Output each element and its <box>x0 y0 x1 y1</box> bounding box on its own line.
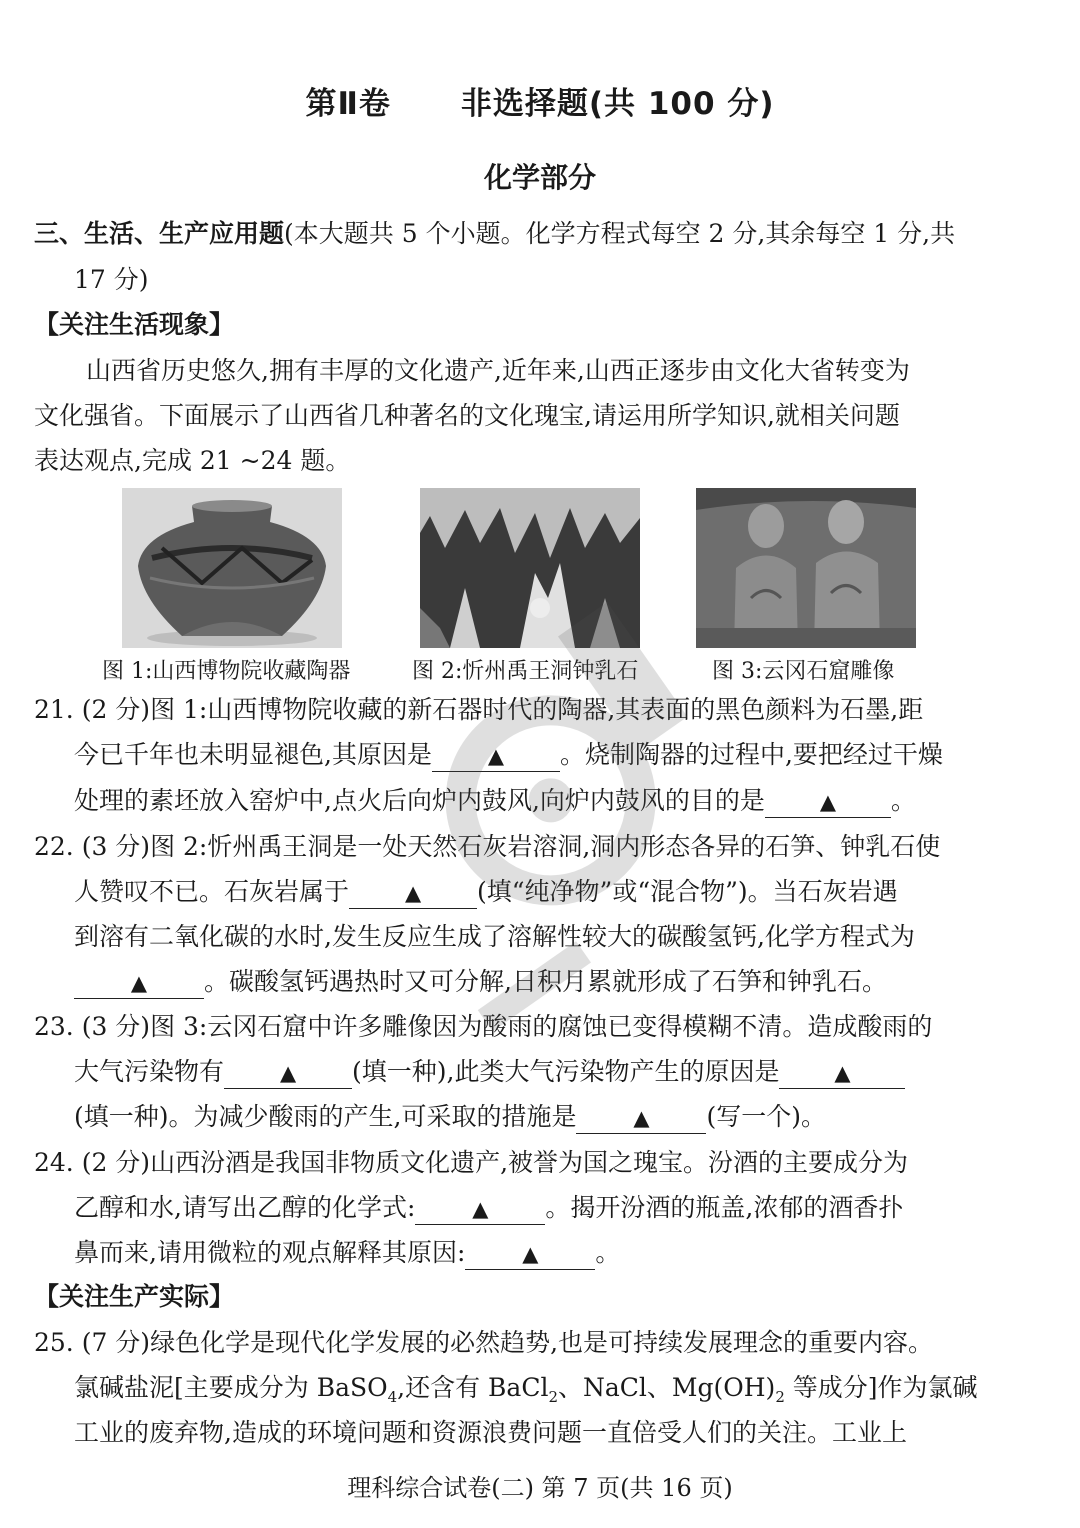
question-22-line: 到溶有二氧化碳的水时,发生反应生成了溶解性较大的碳酸氢钙,化学方程式为 <box>74 922 915 951</box>
question-text: (写一个)。 <box>706 1102 826 1131</box>
answer-blank[interactable]: ▲ <box>224 1060 352 1089</box>
answer-blank[interactable]: ▲ <box>465 1241 595 1270</box>
answer-blank[interactable]: ▲ <box>576 1105 706 1134</box>
question-text: (填一种)。为减少酸雨的产生,可采取的措施是 <box>74 1102 577 1131</box>
page-footer: 理科综合试卷(二) 第 7 页(共 16 页) <box>347 1474 733 1502</box>
answer-blank[interactable]: ▲ <box>74 970 204 999</box>
question-text: 乙醇和水,请写出乙醇的化学式: <box>74 1193 416 1222</box>
question-text: 今已千年也未明显褪色,其原因是 <box>74 740 432 769</box>
intro-paragraph-line: 山西省历史悠久,拥有丰厚的文化遗产,近年来,山西正逐步由文化大省转变为 <box>86 356 910 385</box>
grotto-statue-photo <box>696 488 916 648</box>
question-text: (填“纯净物”或“混合物”)。当石灰岩遇 <box>477 877 898 906</box>
answer-blank[interactable]: ▲ <box>432 743 560 772</box>
question-25-line: 25. (7 分)绿色化学是现代化学发展的必然趋势,也是可持续发展理念的重要内容。 <box>34 1328 934 1357</box>
section-label: 非选择题(共 100 分) <box>460 86 775 122</box>
question-text: 。 <box>890 786 916 815</box>
section-heading-label: 三、生活、生产应用题 <box>34 219 285 248</box>
question-text: 。碳酸氢钙遇热时又可分解,日积月累就形成了石笋和钟乳石。 <box>204 967 887 996</box>
stalactite-cave-photo <box>420 488 640 648</box>
pottery-jar-photo <box>122 488 342 648</box>
subscript: 4 <box>387 1388 398 1406</box>
question-23-line: 23. (3 分)图 3:云冈石窟中许多雕像因为酸雨的腐蚀已变得模糊不清。造成酸雨的 <box>34 1012 933 1041</box>
question-24-line <box>74 1238 620 1270</box>
question-text: 人赞叹不已。石灰岩属于 <box>74 877 350 906</box>
question-23-line <box>74 1057 905 1089</box>
question-text: 鼻而来,请用微粒的观点解释其原因: <box>74 1238 466 1267</box>
question-24-line: 24. (2 分)山西汾酒是我国非物质文化遗产,被誉为国之瑰宝。汾酒的主要成分为 <box>34 1148 909 1177</box>
question-text: 。 <box>595 1238 621 1267</box>
question-text: 、NaCl、Mg(OH) <box>558 1373 776 1402</box>
answer-blank[interactable]: ▲ <box>765 789 891 818</box>
figure-caption: 图 1:山西博物院收藏陶器 <box>102 659 351 684</box>
answer-blank[interactable]: ▲ <box>349 880 477 909</box>
question-text: ,还含有 BaCl <box>397 1373 549 1402</box>
section-heading <box>34 219 955 249</box>
question-22-line <box>74 967 887 999</box>
section-heading-note: (本大题共 5 个小题。化学方程式每空 2 分,其余每空 1 分,共 <box>284 219 956 248</box>
subscript: 2 <box>775 1388 785 1406</box>
question-22-line: 22. (3 分)图 2:忻州禹王洞是一处天然石灰岩溶洞,洞内形态各异的石笋、钟乳石使 <box>34 832 941 861</box>
volume-label: 第Ⅱ卷 <box>305 86 391 122</box>
question-21-line: 21. (2 分)图 1:山西博物院收藏的新石器时代的陶器,其表面的黑色颜料为石墨,距 <box>34 695 924 724</box>
question-21-line <box>74 740 943 772</box>
answer-blank[interactable]: ▲ <box>779 1060 905 1089</box>
intro-paragraph-line: 文化强省。下面展示了山西省几种著名的文化瑰宝,请运用所学知识,就相关问题 <box>34 401 900 430</box>
question-text: 处理的素坯放入窑炉中,点火后向炉内鼓风,向炉内鼓风的目的是 <box>74 786 765 815</box>
production-heading: 【关注生产实际】 <box>34 1282 235 1311</box>
question-text: 。烧制陶器的过程中,要把经过干燥 <box>559 740 943 769</box>
subscript: 2 <box>548 1388 558 1406</box>
question-24-line <box>74 1193 903 1225</box>
question-22-line <box>74 877 898 909</box>
question-25-line: 工业的废弃物,造成的环境问题和资源浪费问题一直倍受人们的关注。工业上 <box>74 1418 907 1447</box>
subject-title: 化学部分 <box>483 161 596 194</box>
answer-blank[interactable]: ▲ <box>415 1196 545 1225</box>
question-text: 大气污染物有 <box>74 1057 225 1086</box>
question-25-line <box>74 1373 978 1412</box>
question-21-line <box>74 786 916 818</box>
question-text: (填一种),此类大气污染物产生的原因是 <box>352 1057 780 1086</box>
question-text: 。揭开汾酒的瓶盖,浓郁的酒香扑 <box>545 1193 904 1222</box>
intro-paragraph-line: 表达观点,完成 21 ~24 题。 <box>34 446 351 475</box>
question-23-line <box>74 1102 826 1134</box>
figure-caption: 图 3:云冈石窟雕像 <box>712 659 895 684</box>
question-text: 等成分]作为氯碱 <box>784 1373 978 1402</box>
life-heading: 【关注生活现象】 <box>34 310 235 339</box>
section-heading-note-cont: 17 分) <box>74 265 149 294</box>
figure-caption: 图 2:忻州禹王洞钟乳石 <box>412 659 639 684</box>
volume-title <box>0 78 1080 123</box>
question-text: 氯碱盐泥[主要成分为 BaSO <box>74 1373 388 1402</box>
